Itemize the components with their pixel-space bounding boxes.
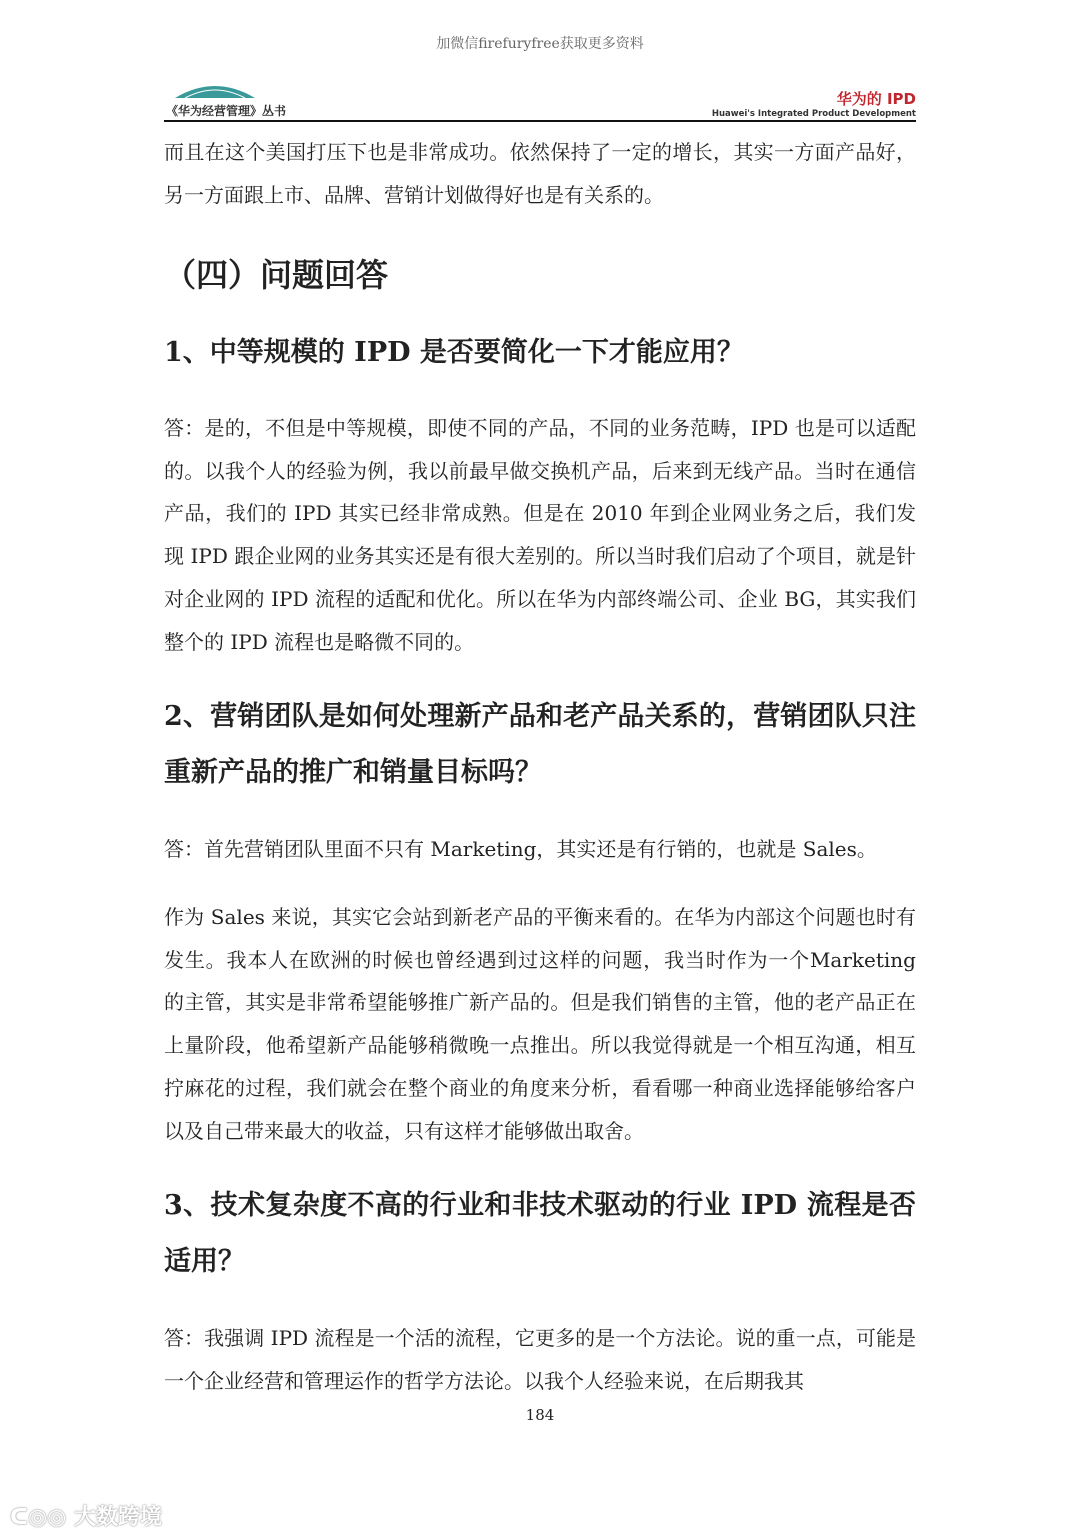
- brand-block: [712, 88, 916, 119]
- watermark-top: 加微信firefuryfree获取更多资料: [436, 36, 644, 52]
- brand-title: 华为的 IPD: [836, 90, 916, 108]
- header-rule: [164, 120, 916, 122]
- page-number: 184: [525, 1406, 555, 1424]
- series-logo-icon: [175, 80, 255, 100]
- watermark-logo-icon: ᑕ◎◎: [10, 1505, 74, 1530]
- watermark-bottom: [10, 1500, 162, 1531]
- series-title: 《华为经营管理》丛书: [166, 104, 287, 118]
- question-2: 2、营销团队是如何处理新产品和老产品关系的，营销团队只注重新产品的推广和销量目标吗？: [164, 701, 916, 788]
- brand-subtitle: Huawei's Integrated Product Development: [711, 109, 916, 119]
- answer-1: 答：是的，不但是中等规模，即使不同的产品，不同的业务范畴，IPD 也是可以适配的。以我个人的经验为例，我以前最早做交换机产品，后来到无线产品。当时在通信产品，我们的 IPD 其实已经非常成熟。但是在 2010 年到企业网业务之后，我们发现 IPD 跟企业网的业务其实还是有很大差别的。所以当时我们启动了个项目，就是针对企业网的 IPD 流程的适配和优化。所以在华为内部终端公司、企业 BG，其实我们整个的 IPD 流程也是略微不同的。: [164, 416, 916, 654]
- section-title: （四）问题回答: [164, 256, 389, 294]
- answer-2-part-2: 作为 Sales 来说，其实它会站到新老产品的平衡来看的。在华为内部这个问题也时有发生。我本人在欧洲的时候也曾经遇到过这样的问题，我当时作为一个Marketing 的主管，其实是非常希望能够推广新产品的。但是我们销售的主管，他的老产品正在上量阶段，他希望新产品能够稍微晚一点推出。所以我觉得就是一个相互沟通，相互拧麻花的过程，我们就会在整个商业的角度来分析，看看哪一种商业选择能够给客户以及自己带来最大的收益，只有这样才能够做出取舍。: [164, 905, 916, 1143]
- question-1: 1、中等规模的 IPD 是否要简化一下才能应用？: [164, 337, 744, 368]
- question-3: 3、技术复杂度不高的行业和非技术驱动的行业 IPD 流程是否适用？: [164, 1190, 916, 1277]
- answer-3: 答：我强调 IPD 流程是一个活的流程，它更多的是一个方法论。说的重一点，可能是一个企业经营和管理运作的哲学方法论。以我个人经验来说，在后期我其: [164, 1326, 916, 1393]
- intro-paragraph: 而且在这个美国打压下也是非常成功。依然保持了一定的增长，其实一方面产品好，另一方面跟上市、品牌、营销计划做得好也是有关系的。: [164, 140, 916, 207]
- watermark-bottom-text: 大数跨境: [74, 1505, 163, 1530]
- answer-2-part-1: 答：首先营销团队里面不只有 Marketing，其实还是有行销的，也就是 Sales。: [164, 837, 877, 861]
